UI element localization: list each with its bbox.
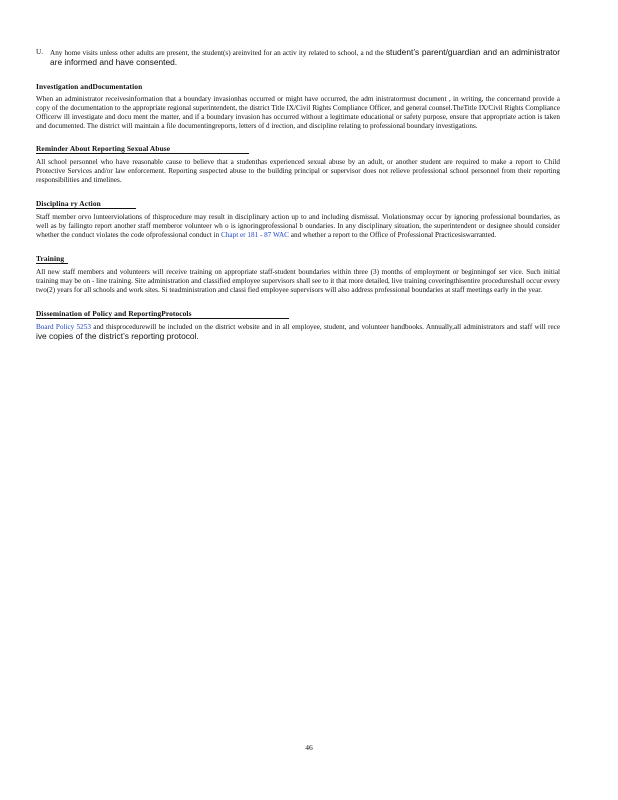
list-item-text-large: student’s parent/guardian and an administrator are informed and have consented. (50, 47, 561, 67)
heading-training: Training (36, 254, 68, 264)
dissemination-body (36, 323, 560, 342)
discipline-body-text: Staff member orvo lunteerviolations of thisprocedure may result in disciplinary action up to and including dismissal. Violationsmay occur by ignoring professional boundaries, as well as by failingto report another staff memberor volunteer wh o is ignoringprofessional b oundaries. In any disciplinary situation, the superintendent or designee should consider whether the conduct violates the code ofprofessional conduct in (36, 213, 560, 239)
list-marker: U. (36, 48, 43, 56)
heading-dissemination: Dissemination of Policy and ReportingProtocols (36, 309, 289, 319)
investigation-body: When an administrator receivesinformation that a boundary invasionhas occurred or might have occurred, the adm inistratormust document , in writing, the concernand provide a copy of the documentation to the appropriate regional superintendent, the district Title IX/Civil Rights Compliance Officer, and general counsel.TheTitle IX/Civil Rights Compliance Officerw ill investigate and docu ment the matter, and if a boundary invasion has occurred without a legitimate educational or safety purpose, ensure that appropriate action is taken and documented. The district will maintain a file documentingreports, letters of d irection, and discipline relating to professional boundary investigations. (36, 94, 560, 130)
heading-reminder: Reminder About Reporting Sexual Abuse (36, 144, 249, 154)
training-body: All new staff members and volunteers will receive training on appropriate staff-student boundaries within three (3) months of employment or beginningof ser vice. Such initial training may be on - line training. Site administration and classified employee supervisors shall see to it that more detailed, live training coveringthisentire procedureshall occur every two(2) years for all schools and work sites. Si teadministration and classi fied employee supervisors will also address professional boundaries at staff meetings early in the year. (36, 267, 560, 294)
dissemination-body-text: and thisprocedurewill be included on the district website and in all employee, student, and volunteer handbooks. Annually,all administrators and staff will rece (93, 322, 561, 331)
reminder-body: All school personnel who have reasonable cause to believe that a studenthas experienced sexual abuse by an adult, or another student are required to make a report to Child Protective Services and/or law enforcement. Reporting suspected abuse to the building principal or supervisor does not relieve professional school personnel from their reporting responsibilities and timelines. (36, 158, 560, 185)
discipline-body (36, 213, 560, 240)
list-item-text-small: Any home visits unless other adults are present, the student(s) areinvited for an activ ity related to school, a nd the (50, 49, 384, 57)
discipline-body-text-end: and whether a report to the Office of Professional Practicesiswarranted. (290, 230, 497, 239)
page-number: 46 (305, 743, 313, 752)
board-policy-link[interactable]: Board Policy 5253 (36, 322, 91, 331)
heading-investigation: Investigation andDocumentation (36, 81, 143, 91)
heading-disciplinary-action: Disciplina ry Action (36, 199, 136, 209)
list-item-text (50, 48, 560, 68)
dissemination-body-text-large: ive copies of the district’s reporting protocol. (36, 330, 199, 341)
page-content (36, 48, 560, 341)
list-item-u (36, 48, 560, 68)
wac-link[interactable]: Chapt er 181 - 87 WAC (221, 230, 289, 239)
